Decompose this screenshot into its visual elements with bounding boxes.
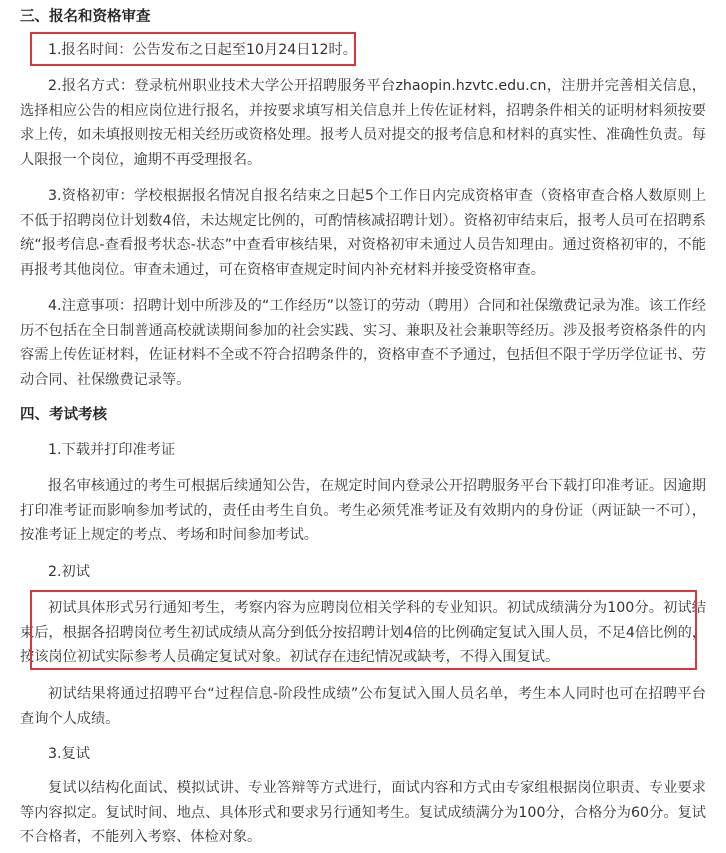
section-3-heading: 三、报名和资格审查 bbox=[20, 9, 151, 25]
preliminary-exam-paragraph: 初试具体形式另行通知考生，考察内容为应聘岗位相关学科的专业知识。初试成绩满分为100分。初试结束后，根据各招聘岗位考生初试成绩从高分到低分按招聘计划4倍的比例确定复试入围人员，不足4倍比例的，按该岗位初试实际参考人员确定复试对象。初试存在违纪情况或缺考，不得入围复试。 bbox=[20, 600, 706, 665]
admission-ticket-paragraph: 报名审核通过的考生可根据后续通知公告，在规定时间内登录公开招聘服务平台下载打印准考证。因逾期打印准考证而影响参加考试的，责任由考生自负。考生必须凭准考证及有效期内的身份证（两证缺一不可），按准考证上规定的考点、考场和时间参加考试。 bbox=[20, 478, 706, 543]
preliminary-result-paragraph: 初试结果将通过招聘平台“过程信息-阶段性成绩”公布复试入围人员名单，考生本人同时也可在招聘平台查询个人成绩。 bbox=[20, 686, 706, 727]
preliminary-review-paragraph: 3.资格初审：学校根据报名情况自报名结束之日起5个工作日内完成资格审查（资格审查合格人数原则上不低于招聘岗位计划数4倍，未达规定比例的，可酌情核减招聘计划）。资格初审结束后，报考人员可在招聘系统“报考信息-查看报考状态-状态”中查看审核结果，对资格初审未通过人员告知理由。通过资格初审的，不能再报考其他岗位。审查未通过，可在资格审查规定时间内补充材料并接受资格审查。 bbox=[20, 188, 706, 278]
registration-method-paragraph: 2.报名方式：登录杭州职业技术大学公开招聘服务平台zhaopin.hzvtc.edu.cn，注册并完善相关信息，选择相应公告的相应岗位进行报名，并按要求填写相关信息并上传佐证材料，招聘条件相关的证明材料须按要求上传，如未填报则按无相关经历或资格处理。报考人员对提交的报考信息和材料的真实性、准确性负责。每人限报一个岗位，逾期不再受理报名。 bbox=[20, 78, 706, 168]
subheading-preliminary-exam: 2.初试 bbox=[48, 564, 90, 580]
subheading-admission-ticket: 1.下载并打印准考证 bbox=[48, 442, 176, 458]
subheading-reexam: 3.复试 bbox=[48, 746, 90, 762]
section-4-heading: 四、考试考核 bbox=[20, 407, 107, 423]
notes-paragraph: 4.注意事项：招聘计划中所涉及的“工作经历”以签订的劳动（聘用）合同和社保缴费记录为准。该工作经历不包括在全日制普通高校就读期间参加的社会实践、实习、兼职及社会兼职等经历。涉及报考资格条件的内容需上传佐证材料，佐证材料不全或不符合招聘条件的，资格审查不予通过，包括但不限于学历学位证书、劳动合同、社保缴费记录等。 bbox=[20, 298, 706, 388]
registration-time-paragraph: 1.报名时间：公告发布之日起至10月24日12时。 bbox=[48, 42, 357, 58]
reexam-paragraph: 复试以结构化面试、模拟试讲、专业答辩等方式进行，面试内容和方式由专家组根据岗位职责、专业要求等内容拟定。复试时间、地点、具体形式和要求另行通知考生。复试成绩满分为100分，合格分为60分。复试不合格者，不能列入考察、体检对象。 bbox=[20, 780, 706, 845]
